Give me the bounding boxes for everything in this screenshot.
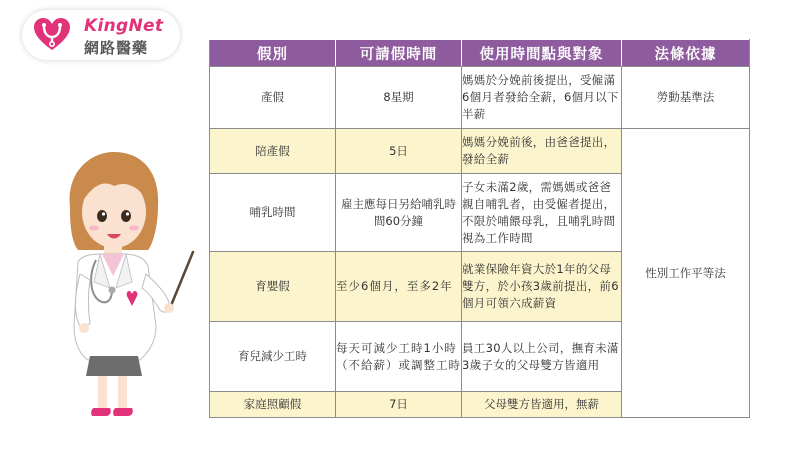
leave-duration-cell: 7日 bbox=[336, 392, 462, 418]
leave-type-cell: 育兒減少工時 bbox=[210, 322, 336, 392]
leave-type-cell: 育嬰假 bbox=[210, 252, 336, 322]
leave-duration-cell: 8星期 bbox=[336, 67, 462, 129]
leave-policy-table bbox=[209, 39, 750, 418]
leave-type-cell: 陪產假 bbox=[210, 129, 336, 174]
table-row bbox=[210, 129, 750, 174]
logo-name-zh: 網路醫藥 bbox=[84, 39, 149, 57]
table-header-row bbox=[210, 40, 750, 67]
leave-type-cell: 哺乳時間 bbox=[210, 174, 336, 252]
table-row bbox=[210, 67, 750, 129]
kingnet-logo[interactable] bbox=[22, 10, 180, 60]
doctor-character-illustration bbox=[52, 150, 202, 425]
logo-name-en: KingNet bbox=[84, 16, 164, 36]
leave-type-cell: 產假 bbox=[210, 67, 336, 129]
header-usage-and-eligibility: 使用時間點與對象 bbox=[462, 40, 622, 67]
leave-type-cell: 家庭照顧假 bbox=[210, 392, 336, 418]
leave-usage-cell: 父母雙方皆適用，無薪 bbox=[462, 392, 622, 418]
leave-duration-cell: 雇主應每日另給哺乳時間60分鐘 bbox=[336, 174, 462, 252]
leave-usage-cell: 媽媽分娩前後，由爸爸提出，發給全薪 bbox=[462, 129, 622, 174]
heart-stethoscope-icon bbox=[32, 16, 72, 54]
legal-basis-cell: 勞動基準法 bbox=[622, 67, 750, 129]
leave-usage-cell: 媽媽於分娩前後提出，受僱滿6個月者發給全薪，6個月以下半薪 bbox=[462, 67, 622, 129]
leave-duration-cell: 5日 bbox=[336, 129, 462, 174]
header-leave-type: 假別 bbox=[210, 40, 336, 67]
leave-usage-cell: 就業保險年資大於1年的父母雙方，於小孩3歲前提出，前6個月可領六成薪資 bbox=[462, 252, 622, 322]
legal-basis-cell: 性別工作平等法 bbox=[622, 129, 750, 418]
header-legal-basis: 法條依據 bbox=[622, 40, 750, 67]
leave-duration-cell: 至少6個月，至多2年 bbox=[336, 252, 462, 322]
header-leave-duration: 可請假時間 bbox=[336, 40, 462, 67]
leave-usage-cell: 員工30人以上公司，撫育未滿3歲子女的父母雙方皆適用 bbox=[462, 322, 622, 392]
leave-duration-cell: 每天可減少工時1小時（不給薪）或調整工時 bbox=[336, 322, 462, 392]
leave-usage-cell: 子女未滿2歲，需媽媽或爸爸親自哺乳者，由受僱者提出，不限於哺餵母乳，且哺乳時間視為工作時間 bbox=[462, 174, 622, 252]
